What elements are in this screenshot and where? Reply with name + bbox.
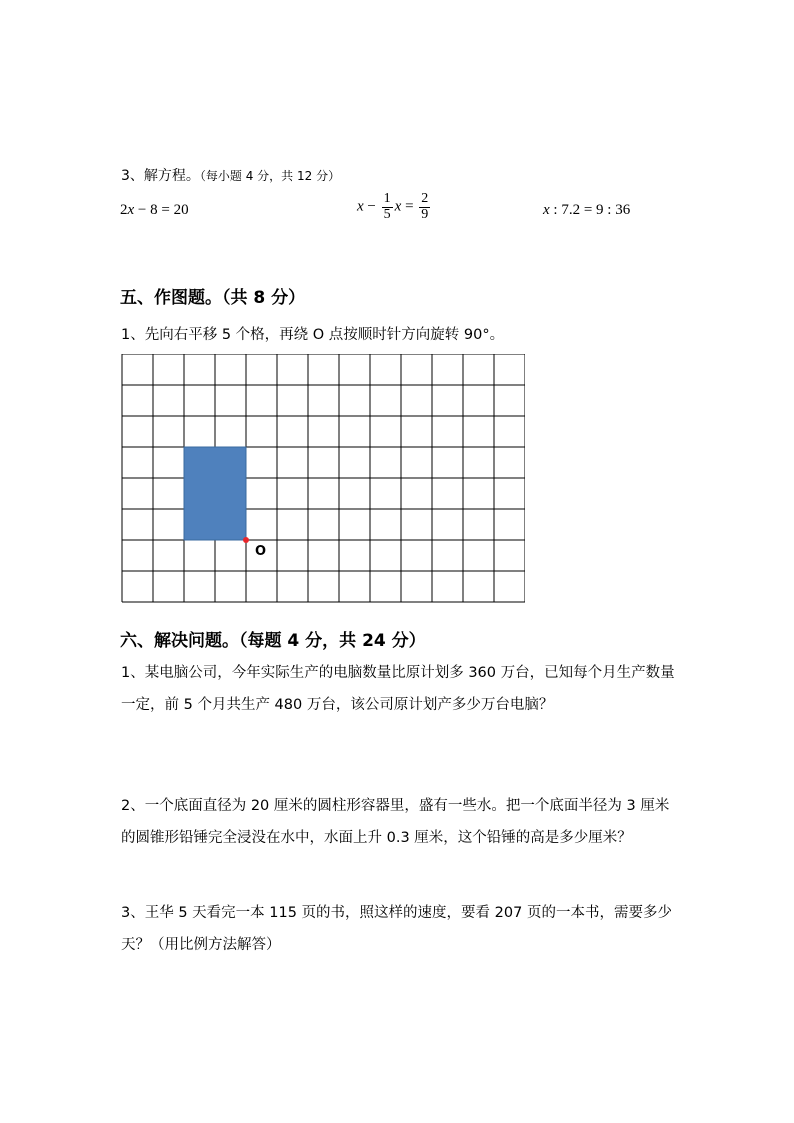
section-5-question-1: 1、先向右平移 5 个格，再绕 O 点按顺时针方向旋转 90°。 — [121, 327, 505, 343]
equation-2-fraction-1-num: 1 — [383, 191, 391, 206]
equation-2-fraction-1-den: 5 — [383, 206, 391, 222]
equation-2-eq: = — [401, 198, 418, 215]
equation-1-var: x — [127, 202, 135, 218]
point-o-marker — [243, 537, 249, 543]
section-5-title: 五、作图题。（共 8 分） — [120, 288, 306, 308]
equation-2-var1: x — [357, 198, 364, 215]
equation-1-rest: − 8 = 20 — [134, 202, 189, 218]
blue-rectangle — [184, 447, 246, 540]
equation-2-fraction-1 — [382, 192, 393, 222]
equation-2-var2: x — [394, 198, 402, 215]
section-6-question-2: 2、一个底面直径为 20 厘米的圆柱形容器里，盛有一些水。把一个底面半径为 3 厘米的圆锥形铅锤完全浸没在水中，水面上升 0.3 厘米，这个铅锤的高是多少厘米？ — [121, 798, 670, 846]
equation-2-fraction-2 — [419, 192, 430, 222]
section-6-question-1: 1、某电脑公司，今年实际生产的电脑数量比原计划多 360 万台，已知每个月生产数量一定，前 5 个月共生产 480 万台，该公司原计划产多少万台电脑？ — [121, 665, 675, 713]
equation-1 — [120, 202, 189, 219]
equation-2 — [357, 192, 432, 222]
point-o-label: O — [255, 544, 267, 559]
drawing-grid — [121, 354, 525, 609]
grid-lines — [122, 354, 525, 602]
equation-2-fraction-2-num: 2 — [421, 191, 429, 206]
equation-1-coef: 2 — [120, 202, 128, 218]
equation-2-minus: − — [363, 198, 380, 215]
section-6-question-3: 3、王华 5 天看完一本 115 页的书，照这样的速度，要看 207 页的一本书，需要多少天？（用比例方法解答） — [121, 905, 672, 953]
section-6-title: 六、解决问题。（每题 4 分，共 24 分） — [120, 631, 426, 651]
q3-score-note: （每小题 4 分，共 12 分） — [199, 169, 341, 183]
equation-3 — [543, 202, 630, 219]
equation-3-var: x — [543, 202, 550, 218]
q3-heading — [121, 165, 340, 185]
q3-heading-text: 3、解方程。 — [121, 168, 200, 184]
equation-2-fraction-2-den: 9 — [421, 206, 429, 222]
equation-3-rest: : 7.2 = 9 : 36 — [549, 202, 631, 218]
